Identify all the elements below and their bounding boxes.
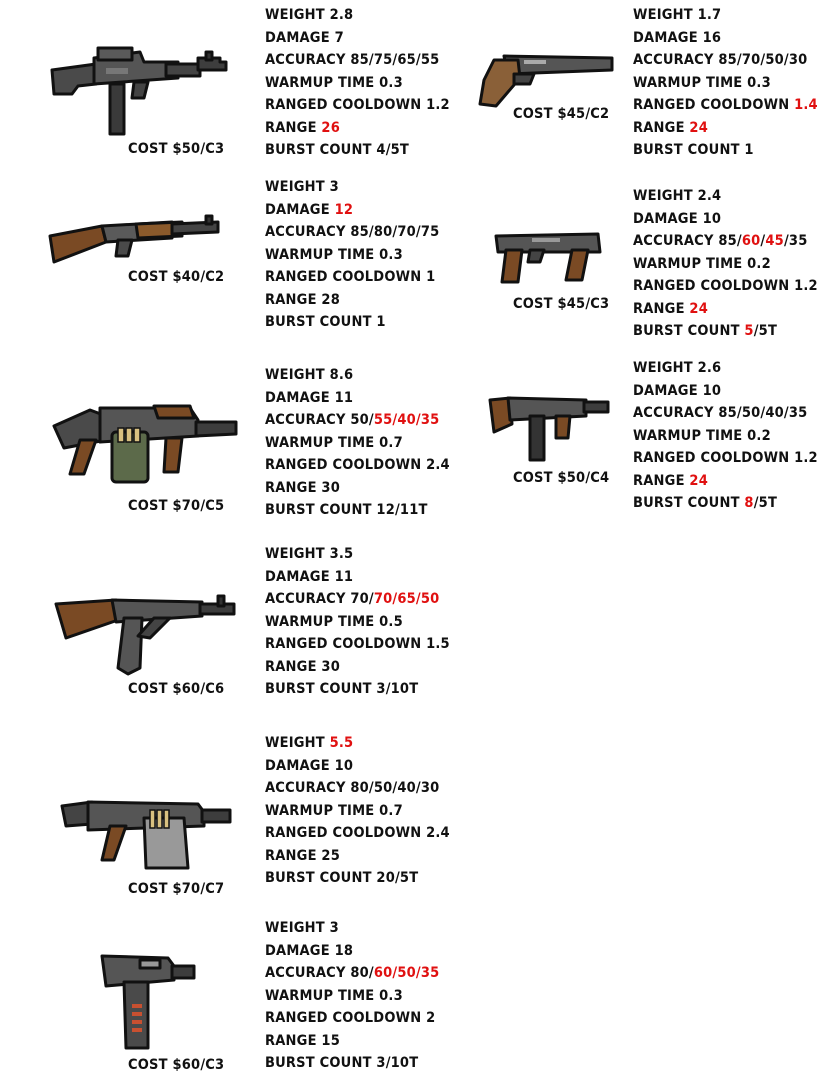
stats-list: [265, 732, 450, 890]
stat-text: ACCURACY 85/75/65/55: [265, 52, 440, 68]
stat-range: [265, 1030, 439, 1053]
weapon-cost: COST $50/C4: [513, 470, 610, 486]
stat-text: RANGED COOLDOWN 2.4: [265, 825, 450, 841]
stat-text: WARMUP TIME 0.5: [265, 613, 403, 630]
stat-text: RANGE: [633, 300, 690, 317]
stat-burst: [265, 678, 450, 701]
stats-list: [633, 357, 818, 515]
stat-text: ACCURACY 85/80/70/75: [265, 224, 440, 240]
stat-weight: [265, 732, 450, 755]
submachine-rifle-icon: [52, 592, 238, 678]
stat-highlight: 24: [689, 119, 708, 136]
stat-text: ACCURACY 85/: [633, 233, 742, 249]
stat-text: BURST COUNT 1: [633, 142, 754, 158]
stat-text: WARMUP TIME 0.3: [265, 246, 403, 263]
weapon-cost: COST $70/C7: [128, 881, 225, 897]
stat-damage: [633, 27, 818, 50]
revolver-icon: [474, 50, 616, 112]
stat-text: WARMUP TIME 0.2: [633, 427, 771, 444]
stat-text: ACCURACY 80/50/40/30: [265, 780, 440, 796]
stat-text: RANGE 30: [265, 658, 340, 675]
stat-range: [633, 117, 818, 140]
stat-text: ACCURACY 70/: [265, 591, 374, 607]
stats-list: [265, 917, 439, 1075]
stat-text: RANGE 30: [265, 479, 340, 496]
stat-range: [633, 298, 818, 321]
stat-burst: [265, 1052, 439, 1075]
stat-text: RANGED COOLDOWN 1.2: [265, 97, 450, 113]
stat-highlight: 26: [321, 119, 340, 136]
stat-damage: [265, 199, 439, 222]
stat-burst: [265, 499, 450, 522]
stat-text: RANGED COOLDOWN 2: [265, 1010, 436, 1026]
stat-text: RANGED COOLDOWN 2.4: [265, 457, 450, 473]
stat-text: DAMAGE 18: [265, 942, 354, 959]
stat-accuracy: [265, 588, 450, 611]
stat-text: RANGED COOLDOWN 1.5: [265, 636, 450, 652]
stat-cooldown: [265, 94, 450, 117]
stat-text: WEIGHT 2.8: [265, 7, 354, 23]
stat-text: DAMAGE 7: [265, 29, 344, 46]
stat-text: /: [760, 233, 766, 249]
stat-damage: [633, 380, 818, 403]
stat-text: BURST COUNT 4/5T: [265, 142, 410, 158]
stat-warmup: [633, 253, 818, 276]
stat-text: /35: [783, 233, 808, 249]
stat-weight: [633, 357, 818, 380]
stat-range: [265, 117, 450, 140]
weapon-cost: COST $60/C6: [128, 681, 225, 697]
stat-text: ACCURACY 50/: [265, 412, 374, 428]
stat-range: [265, 845, 450, 868]
stat-text: BURST COUNT 20/5T: [265, 870, 419, 886]
stat-text: WARMUP TIME 0.7: [265, 434, 403, 451]
stat-text: WEIGHT 3: [265, 179, 339, 195]
stat-text: BURST COUNT: [633, 495, 745, 511]
stat-warmup: [633, 72, 818, 95]
weapon-cost: COST $60/C3: [128, 1057, 225, 1073]
stat-text: DAMAGE 11: [265, 568, 354, 585]
stat-text: BURST COUNT 12/11T: [265, 502, 428, 518]
stat-text: RANGE: [633, 472, 690, 489]
stat-text: WEIGHT 3.5: [265, 546, 354, 562]
stat-warmup: [265, 244, 439, 267]
stat-cooldown: [265, 1007, 439, 1030]
stat-damage: [633, 208, 818, 231]
stat-text: WEIGHT 2.6: [633, 360, 722, 376]
stat-text: ACCURACY 85/70/50/30: [633, 52, 808, 68]
stat-highlight: 5: [744, 323, 754, 339]
stats-list: [633, 4, 818, 162]
stat-text: /5T: [753, 495, 778, 511]
stat-text: DAMAGE 10: [633, 382, 722, 399]
stat-text: BURST COUNT 1: [265, 314, 386, 330]
stat-text: RANGED COOLDOWN 1: [265, 269, 436, 285]
stats-list: [265, 543, 450, 701]
weapon-cost: COST $50/C3: [128, 141, 225, 157]
stat-range: [265, 656, 450, 679]
stat-weight: [633, 185, 818, 208]
stat-damage: [265, 940, 439, 963]
stat-text: WEIGHT 2.4: [633, 188, 722, 204]
stat-warmup: [265, 611, 450, 634]
stat-text: BURST COUNT 3/10T: [265, 1055, 419, 1071]
stat-damage: [265, 387, 450, 410]
stat-warmup: [633, 425, 818, 448]
stat-text: WEIGHT 1.7: [633, 7, 722, 23]
compact-smg-icon: [486, 392, 612, 464]
stat-damage: [265, 566, 450, 589]
stat-burst: [633, 139, 818, 162]
stat-burst: [265, 311, 439, 334]
stats-list: [265, 176, 439, 334]
stat-text: RANGED COOLDOWN 1.2: [633, 450, 818, 466]
stat-text: ACCURACY 85/50/40/35: [633, 405, 808, 421]
stat-burst: [633, 320, 818, 343]
stat-text: RANGE 28: [265, 291, 340, 308]
stat-burst: [633, 492, 818, 515]
stat-weight: [633, 4, 818, 27]
bolt-rifle-icon: [46, 212, 224, 268]
stat-accuracy: [265, 49, 450, 72]
weapon-cost: COST $70/C5: [128, 498, 225, 514]
stat-accuracy: [633, 402, 818, 425]
weapon-cost: COST $45/C2: [513, 106, 610, 122]
stat-weight: [265, 4, 450, 27]
stat-text: ACCURACY 80/: [265, 965, 374, 981]
stat-text: RANGED COOLDOWN: [633, 97, 795, 113]
stat-warmup: [265, 432, 450, 455]
stat-highlight: 24: [689, 300, 708, 317]
stat-highlight: 45: [765, 233, 784, 249]
light-machine-gun-icon: [50, 396, 240, 488]
stat-text: DAMAGE: [265, 201, 335, 218]
stat-text: DAMAGE 10: [633, 210, 722, 227]
stat-accuracy: [633, 49, 818, 72]
stat-weight: [265, 543, 450, 566]
stat-range: [265, 477, 450, 500]
stat-cooldown: [265, 266, 439, 289]
stat-warmup: [265, 72, 450, 95]
stat-weight: [265, 364, 450, 387]
stat-highlight: 60/50/35: [373, 965, 440, 981]
stat-text: BURST COUNT 3/10T: [265, 681, 419, 697]
stat-damage: [265, 27, 450, 50]
stat-accuracy: [265, 221, 439, 244]
stat-accuracy: [265, 777, 450, 800]
stat-accuracy: [633, 230, 818, 253]
stat-text: RANGE 25: [265, 847, 340, 864]
stats-list: [265, 4, 450, 162]
stat-highlight: 24: [689, 472, 708, 489]
assault-rifle-icon: [48, 44, 230, 138]
stat-text: DAMAGE 16: [633, 29, 722, 46]
stat-highlight: 60: [741, 233, 761, 249]
weapon-cost: COST $45/C3: [513, 296, 610, 312]
dual-pistol-icon: [492, 228, 604, 286]
stat-text: WEIGHT 8.6: [265, 367, 354, 383]
stat-range: [265, 289, 439, 312]
stat-accuracy: [265, 962, 439, 985]
stat-text: RANGE: [265, 119, 322, 136]
stat-text: RANGED COOLDOWN 1.2: [633, 278, 818, 294]
stats-list: [633, 185, 818, 343]
stat-highlight: 55/40/35: [373, 412, 440, 428]
stat-burst: [265, 139, 450, 162]
stat-cooldown: [633, 94, 818, 117]
stat-text: WARMUP TIME 0.7: [265, 802, 403, 819]
weapon-cost: COST $40/C2: [128, 269, 225, 285]
machine-pistol-icon: [96, 950, 198, 1054]
stat-text: WARMUP TIME 0.3: [633, 74, 771, 91]
stat-highlight: 70/65/50: [373, 591, 440, 607]
stat-cooldown: [633, 275, 818, 298]
stat-text: WARMUP TIME 0.2: [633, 255, 771, 272]
stat-text: RANGE 15: [265, 1032, 340, 1049]
stat-highlight: 1.4: [794, 97, 818, 113]
stat-warmup: [265, 800, 450, 823]
stat-weight: [265, 176, 439, 199]
stat-highlight: 12: [334, 201, 354, 218]
stat-cooldown: [265, 633, 450, 656]
stat-cooldown: [633, 447, 818, 470]
stat-highlight: 5.5: [329, 735, 354, 751]
stat-text: BURST COUNT: [633, 323, 745, 339]
stat-burst: [265, 867, 450, 890]
stat-highlight: 8: [744, 495, 754, 511]
stat-damage: [265, 755, 450, 778]
stat-text: WEIGHT 3: [265, 920, 339, 936]
heavy-smg-icon: [58, 798, 234, 872]
stat-warmup: [265, 985, 439, 1008]
stat-text: WEIGHT: [265, 735, 330, 751]
stat-cooldown: [265, 454, 450, 477]
stat-text: WARMUP TIME 0.3: [265, 74, 403, 91]
stat-weight: [265, 917, 439, 940]
stat-accuracy: [265, 409, 450, 432]
stat-text: RANGE: [633, 119, 690, 136]
stat-text: WARMUP TIME 0.3: [265, 987, 403, 1004]
stats-list: [265, 364, 450, 522]
stat-text: DAMAGE 11: [265, 389, 354, 406]
stat-text: DAMAGE 10: [265, 757, 354, 774]
stat-text: /5T: [753, 323, 778, 339]
stat-range: [633, 470, 818, 493]
stat-cooldown: [265, 822, 450, 845]
